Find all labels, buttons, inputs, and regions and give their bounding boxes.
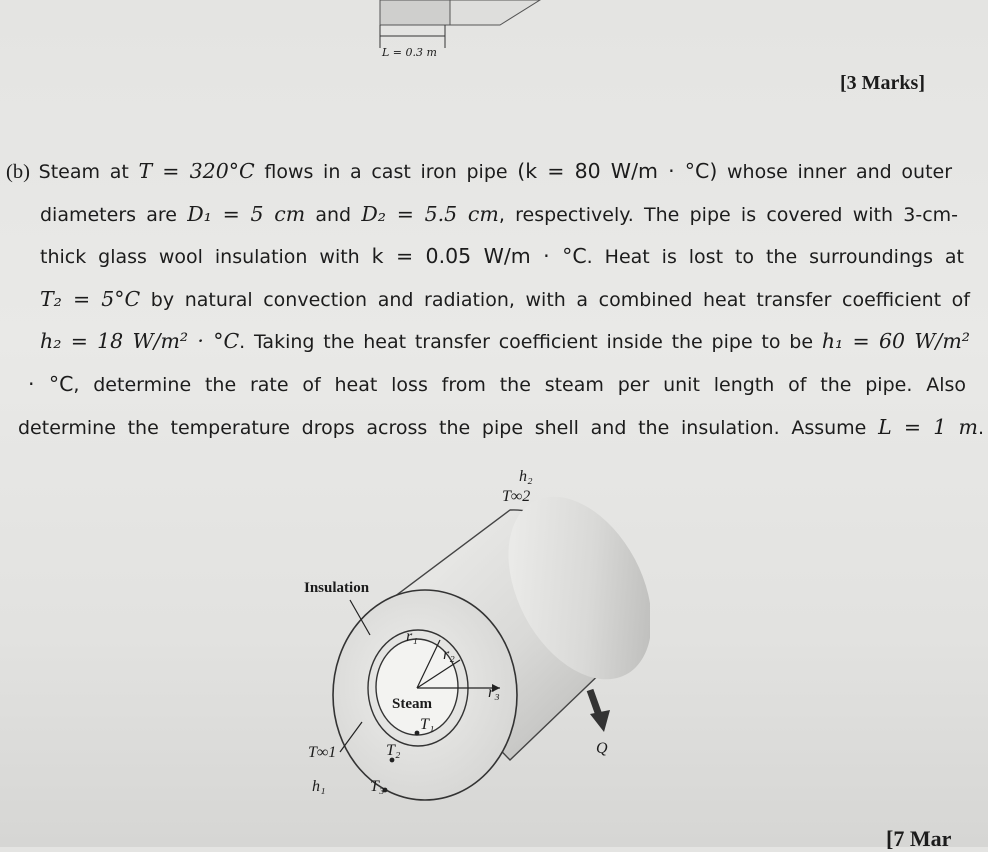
- question-line-4: T₂ = 5°C by natural convection and radiation, with a combined heat transfer coefficient of: [40, 286, 970, 311]
- label-h1: h₁: [312, 778, 326, 795]
- block-top-face: [450, 0, 540, 25]
- label-t2: T₂: [386, 742, 401, 759]
- insulated-pipe-figure: [300, 460, 650, 805]
- k-glass-wool: k = 0.05 W/m · °C: [371, 244, 587, 269]
- marks-part-a: [3 Marks]: [840, 72, 925, 94]
- d2-value: D₂ = 5.5 cm: [361, 201, 499, 226]
- label-tinf1: T∞1: [308, 744, 337, 761]
- label-r2: r₂: [443, 646, 455, 663]
- question-line-1: (b) Steam at T = 320°C flows in a cast iron pipe (k = 80 W/m · °C) whose inner and outer: [6, 159, 953, 183]
- h1-value: h₁ = 60 W/m²: [821, 329, 970, 354]
- label-h2: h₂: [519, 468, 533, 485]
- dimension-label: L = 0.3 m: [382, 46, 437, 59]
- block-front-face: [380, 0, 450, 25]
- question-line-3: thick glass wool insulation with k = 0.05 W/m · °C. Heat is lost to the surroundings at: [40, 244, 964, 269]
- question-line-5: h₂ = 18 W/m² · °C. Taking the heat transfer coefficient inside the pipe to be h₁ = 60 W/m²: [40, 329, 970, 354]
- d1-value: D₁ = 5 cm: [187, 201, 306, 226]
- marks-part-b: [7 Mar: [886, 826, 952, 851]
- temperature-steam: T = 320°C: [138, 159, 255, 183]
- question-line-7: determine the temperature drops across the pipe shell and the insulation. Assume L = 1 m.: [18, 414, 984, 439]
- k-cast-iron: (k = 80 W/m · °C): [517, 159, 718, 183]
- label-insulation: Insulation: [304, 580, 370, 596]
- label-q: Q: [596, 740, 608, 757]
- h2-value: h₂ = 18 W/m² · °C: [40, 329, 240, 354]
- block-figure: [360, 0, 560, 70]
- t1-point: [415, 731, 420, 736]
- question-line-6: · °C, determine the rate of heat loss from the steam per unit length of the pipe. Also: [28, 372, 966, 396]
- label-r3: r₃: [488, 684, 500, 701]
- length-value: L = 1 m: [878, 414, 978, 439]
- label-t1: T₁: [420, 716, 435, 733]
- label-steam: Steam: [392, 696, 432, 712]
- question-line-2: diameters are D₁ = 5 cm and D₂ = 5.5 cm, respectively. The pipe is covered with 3-cm-: [40, 201, 959, 226]
- part-label: (b): [6, 161, 30, 183]
- t2-surroundings: T₂ = 5°C: [40, 286, 141, 311]
- label-t3: T₃: [370, 778, 385, 795]
- label-tinf2: T∞2: [502, 488, 531, 505]
- heat-arrow-head: [590, 710, 610, 732]
- label-r1: r₁: [406, 628, 418, 645]
